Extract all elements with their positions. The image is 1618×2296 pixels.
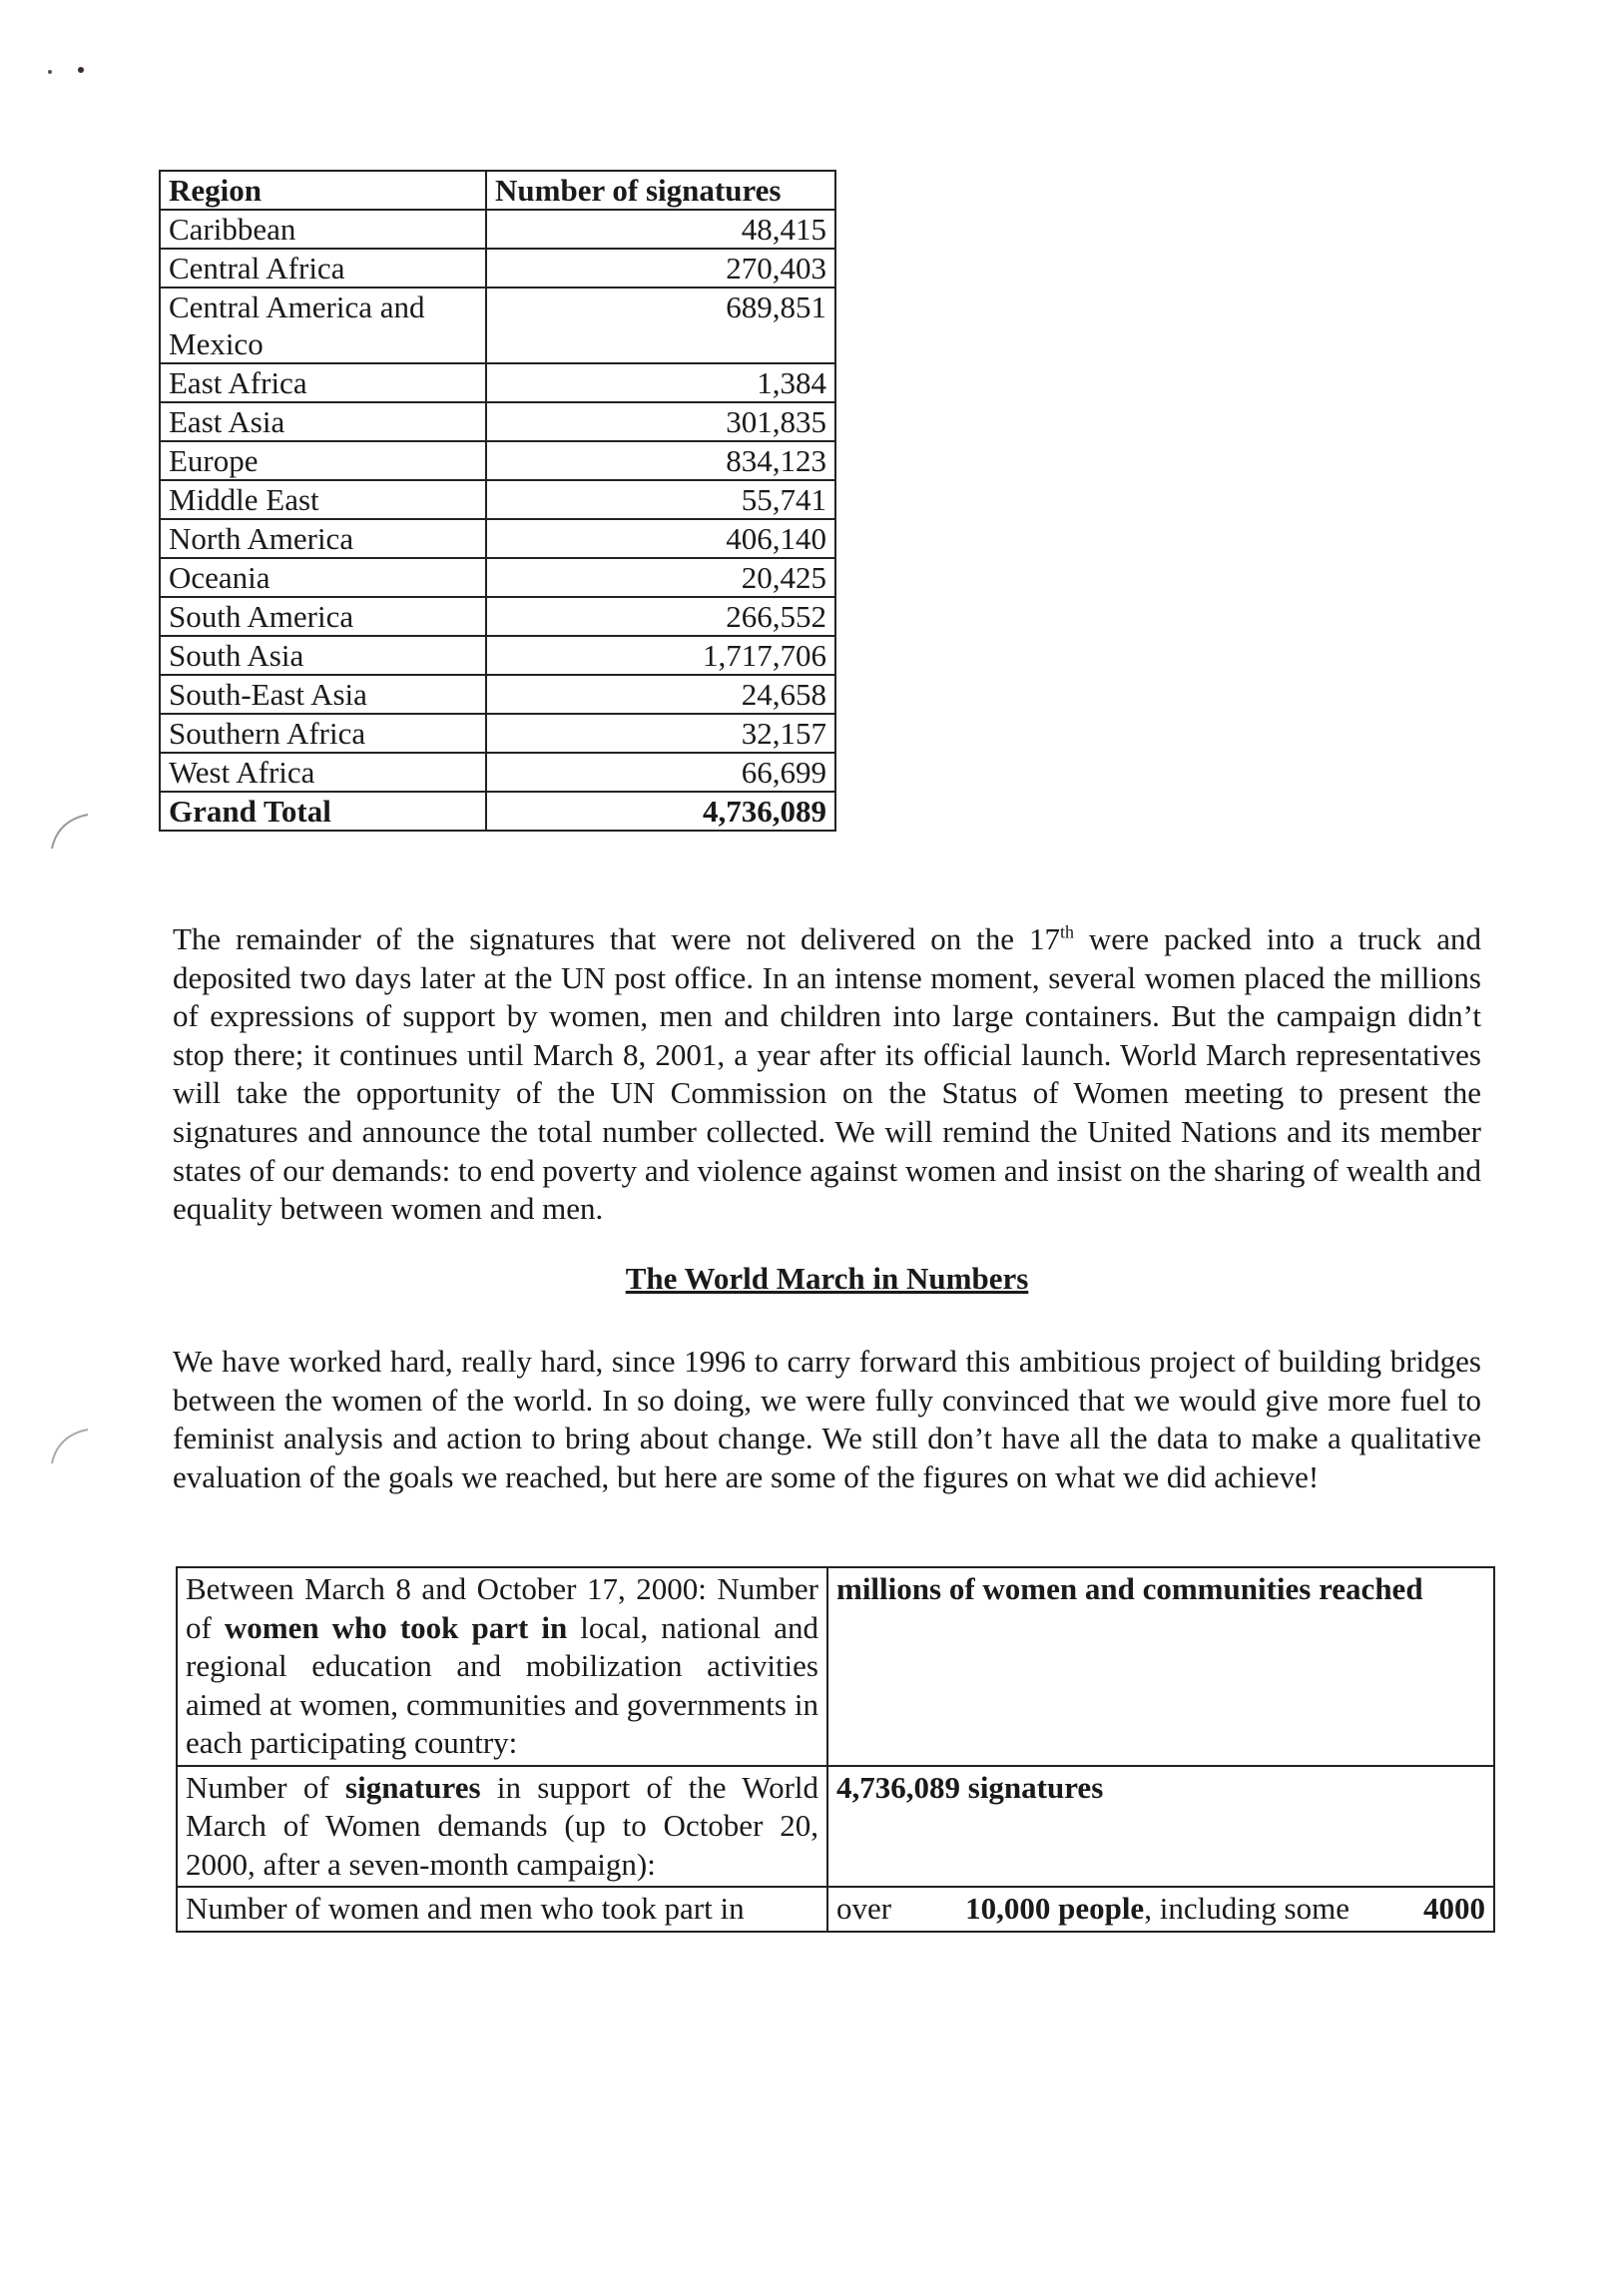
body-paragraph-world-march-intro: We have worked hard, really hard, since 1996 to carry forward this ambitious project of building bridges between the women of the world. In so doing, we were fully convinced that we would give more fuel to feminist analysis and action to bring about change. We still don’t have all the data to make a qualitative evaluation of the goals we reached, but here are some of the figures on what we did achieve! (173, 1344, 1481, 1494)
count-cell: 270,403 (486, 249, 835, 287)
count-cell: 20,425 (486, 558, 835, 597)
answer-cell: 4,736,089 signatures (827, 1766, 1494, 1888)
count-cell: 55,741 (486, 480, 835, 519)
count-cell: 689,851 (486, 287, 835, 363)
table-row (160, 714, 835, 753)
count-cell: 24,658 (486, 675, 835, 714)
region-cell: North America (160, 519, 486, 558)
question-text: Between March 8 and October 17, 2000: Number of (186, 1571, 818, 1645)
question-text: Number of women and men who took part in (186, 1891, 745, 1926)
table-row (160, 249, 835, 287)
grand-total-row (160, 792, 835, 831)
count-cell: 66,699 (486, 753, 835, 792)
question-emphasis: women who took part in (224, 1609, 568, 1645)
answer-text: over (836, 1891, 892, 1926)
question-cell (177, 1887, 827, 1932)
region-cell: Middle East (160, 480, 486, 519)
count-cell: 48,415 (486, 210, 835, 249)
region-cell: Central Africa (160, 249, 486, 287)
region-cell: Caribbean (160, 210, 486, 249)
region-cell: Central America and Mexico (160, 287, 486, 363)
question-text: Number of (186, 1769, 346, 1805)
world-march-numbers-table (176, 1566, 1495, 1933)
signatures-column-header: Number of signatures (486, 171, 835, 210)
count-cell: 406,140 (486, 519, 835, 558)
answer-cell: millions of women and communities reached (827, 1567, 1494, 1766)
table-row (160, 519, 835, 558)
body-paragraph-signatures-delivery (173, 920, 1481, 1229)
table-row (177, 1766, 1494, 1888)
grand-total-label: Grand Total (160, 792, 486, 831)
question-text: local, national and regional education and mobilization activities aimed at women, communities and governments in each participating country: (186, 1609, 818, 1760)
table-row (160, 441, 835, 480)
table-row (160, 287, 835, 363)
table-row (160, 363, 835, 402)
question-emphasis: signatures (345, 1769, 481, 1805)
answer-emphasis (965, 1890, 1349, 1929)
region-cell: Oceania (160, 558, 486, 597)
section-heading: The World March in Numbers (625, 1261, 1029, 1296)
answer-line (836, 1890, 1485, 1929)
paragraph-text-end: were packed into a truck and deposited two days later at the UN post office. In an intense moment, several women placed the millions of expressions of support by women, men and children into large containers. But the campaign didn’t stop there; it continues until March 8, 2001, a year after its official launch. World March representatives will take the opportunity of the UN Commission on the Status of Women meeting to present the signatures and announce the total number collected. We will remind the United Nations and its member states of our demands: to end poverty and violence against women and insist on the sharing of wealth and equality between women and men. (173, 921, 1481, 1227)
region-cell: Southern Africa (160, 714, 486, 753)
count-cell: 32,157 (486, 714, 835, 753)
count-cell: 1,384 (486, 363, 835, 402)
question-line (186, 1890, 818, 1929)
region-cell: South Asia (160, 636, 486, 675)
answer-number: 10,000 people (965, 1891, 1145, 1926)
paragraph-text-start: The remainder of the signatures that were not delivered on the 17 (173, 921, 1060, 956)
table-row (160, 402, 835, 441)
table-row (160, 558, 835, 597)
question-cell (177, 1766, 827, 1888)
count-cell: 266,552 (486, 597, 835, 636)
region-cell: East Africa (160, 363, 486, 402)
count-cell: 834,123 (486, 441, 835, 480)
question-text: in support of the World March of Women demands (up to October 20, 2000, after a seven-month campaign): (186, 1769, 818, 1882)
answer-text: , including some (1144, 1891, 1349, 1926)
table-row (160, 480, 835, 519)
table-row (160, 675, 835, 714)
count-cell: 301,835 (486, 402, 835, 441)
table-row (160, 753, 835, 792)
ordinal-superscript: th (1059, 921, 1074, 942)
table-row (160, 636, 835, 675)
region-cell: South America (160, 597, 486, 636)
table-header-row (160, 171, 835, 210)
table-row (160, 210, 835, 249)
count-cell: 1,717,706 (486, 636, 835, 675)
table-row (160, 597, 835, 636)
answer-cell (827, 1887, 1494, 1932)
grand-total-count: 4,736,089 (486, 792, 835, 831)
answer-number: 4000 (1422, 1891, 1485, 1926)
region-cell: West Africa (160, 753, 486, 792)
table-row (177, 1887, 1494, 1932)
question-cell (177, 1567, 827, 1766)
region-cell: East Asia (160, 402, 486, 441)
region-cell: South-East Asia (160, 675, 486, 714)
region-signatures-table (159, 170, 836, 832)
region-column-header: Region (160, 171, 486, 210)
region-cell: Europe (160, 441, 486, 480)
table-row (177, 1567, 1494, 1766)
